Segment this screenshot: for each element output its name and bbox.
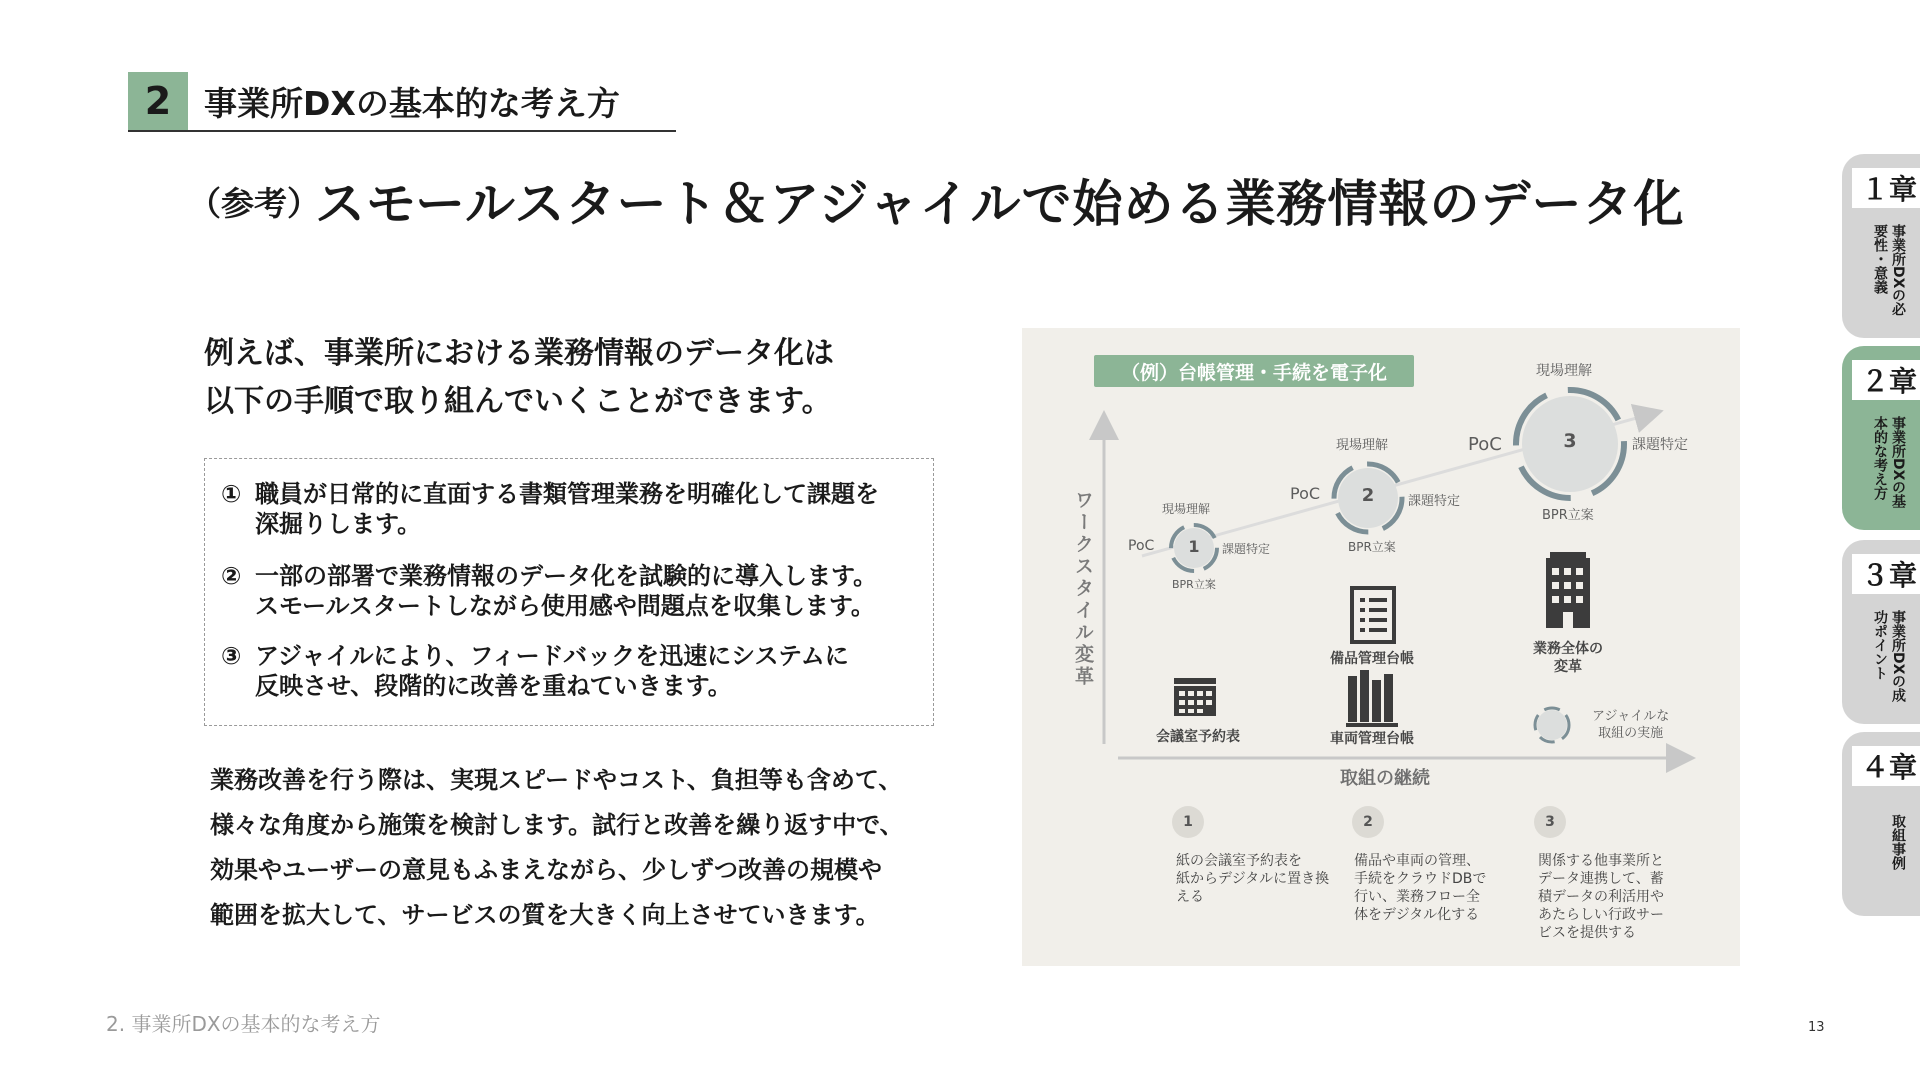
cycle-3-bottom: BPR立案 [1542, 508, 1594, 523]
chapter-tab-1[interactable] [1842, 154, 1920, 338]
section-number: 2 [128, 72, 188, 130]
document-icon [1352, 588, 1394, 642]
step-line: 一部の部署で業務情報のデータ化を試験的に導入します。 [255, 562, 878, 590]
chapter-tab-3[interactable] [1842, 540, 1920, 724]
page-number: 13 [1808, 1020, 1825, 1035]
cycle-2-left: PoC [1290, 484, 1321, 503]
lead-line: 例えば、事業所における業務情報のデータ化は [204, 336, 834, 371]
step-number: ① [221, 480, 242, 508]
cycle-2-bottom: BPR立案 [1348, 540, 1396, 554]
body-text [210, 758, 970, 938]
meeting-room-label: 会議室予約表 [1156, 729, 1240, 745]
step-line: 職員が日常的に直面する書類管理業務を明確化して課題を [255, 480, 879, 508]
building-icon [1546, 552, 1590, 628]
step-3 [221, 641, 911, 701]
chapter-tab-4[interactable] [1842, 732, 1920, 916]
cycle-1-bottom: BPR立案 [1172, 578, 1216, 591]
chapter-tab-subtitle: 取組事例 [1890, 814, 1906, 870]
cycle-2-number: 2 [1361, 485, 1375, 506]
lead-text [204, 330, 944, 426]
cycle-3-number: 3 [1563, 430, 1577, 452]
diagram-panel [1022, 328, 1740, 966]
agile-disc [1537, 710, 1567, 740]
cycle-1-right: 課題特定 [1222, 542, 1271, 556]
step-line: 反映させ、段階的に改善を重ねていきます。 [255, 672, 732, 700]
h-axis-label: 取組の継続 [1340, 768, 1430, 789]
step-1 [221, 479, 911, 539]
chapter-tab-label: ４章 [1852, 746, 1920, 786]
equipment-ledger-label: 備品管理台帳 [1330, 651, 1414, 667]
step-line: 深掘りします。 [255, 510, 422, 538]
chapter-tab-subtitle: 事業所DXの成功ポイント [1872, 610, 1906, 703]
body-line: 業務改善を行う際は、実現スピードやコスト、負担等も含めて、 [210, 766, 903, 794]
footer-section-name: 2. 事業所DXの基本的な考え方 [106, 1012, 381, 1036]
cycle-3-right: 課題特定 [1632, 437, 1688, 453]
steps-box [204, 458, 934, 726]
chapter-tab-label: ３章 [1852, 554, 1920, 594]
vehicle-ledger-label: 車両管理台帳 [1330, 731, 1414, 747]
chapter-tab-subtitle: 事業所DXの必要性・意義 [1872, 224, 1906, 317]
agile-label: アジャイルな 取組の実施 [1592, 709, 1670, 741]
footnote-1-text: 紙の会議室予約表を 紙からデジタルに置き換 える [1176, 853, 1330, 905]
lead-line: 以下の手順で取り組んでいくことができます。 [204, 384, 832, 419]
step-number: ③ [221, 642, 242, 670]
footnote-2-text: 備品や車両の管理、 手続をクラウドDBで 行い、業務フロー全 体をデジタル化する [1354, 853, 1487, 923]
footnote-3-text: 関係する他事業所と データ連携して、蓄 積データの利活用や あたらしい行政サー ビスを提供する [1538, 853, 1664, 941]
example-tag: （例）台帳管理・手続を電子化 [1094, 355, 1414, 387]
cycle-2-right: 課題特定 [1408, 494, 1461, 509]
cycle-1-top: 現場理解 [1162, 502, 1211, 516]
cycle-1-left: PoC [1128, 538, 1155, 554]
reference-label: （参考） [188, 184, 320, 223]
footnote-3-number: 3 [1534, 806, 1566, 838]
step-number: ② [221, 562, 242, 590]
chapter-tab-subtitle: 事業所DXの基本的な考え方 [1872, 416, 1906, 509]
cycle-1-number: 1 [1188, 537, 1200, 556]
binders-icon [1346, 670, 1398, 727]
footnote-1-number: 1 [1172, 806, 1204, 838]
cycle-3-top: 現場理解 [1536, 363, 1592, 379]
page-title: スモールスタート＆アジャイルで始める業務情報のデータ化 [315, 175, 1685, 233]
body-line: 様々な角度から施策を検討します。試行と改善を繰り返す中で、 [210, 811, 904, 839]
cycle-3-left: PoC [1468, 434, 1502, 455]
chapter-tab-2[interactable] [1842, 346, 1920, 530]
whole-business-label: 業務全体の 変革 [1533, 641, 1603, 675]
chapter-tab-label: ２章 [1852, 360, 1920, 400]
chapter-tab-label: １章 [1852, 168, 1920, 208]
step-line: アジャイルにより、フィードバックを迅速にシステムに [255, 642, 849, 670]
section-title: 事業所DXの基本的な考え方 [204, 84, 620, 123]
v-axis-label: ワークスタイル変革 [1072, 490, 1094, 688]
cycle-2-top: 現場理解 [1336, 438, 1389, 453]
step-line: スモールスタートしながら使用感や問題点を収集します。 [255, 592, 875, 620]
section-underline [128, 130, 676, 132]
footnote-2-number: 2 [1352, 806, 1384, 838]
step-2 [221, 561, 911, 621]
body-line: 効果やユーザーの意見もふまえながら、少しずつ改善の規模や [210, 856, 882, 884]
body-line: 範囲を拡大して、サービスの質を大きく向上させていきます。 [210, 901, 880, 929]
